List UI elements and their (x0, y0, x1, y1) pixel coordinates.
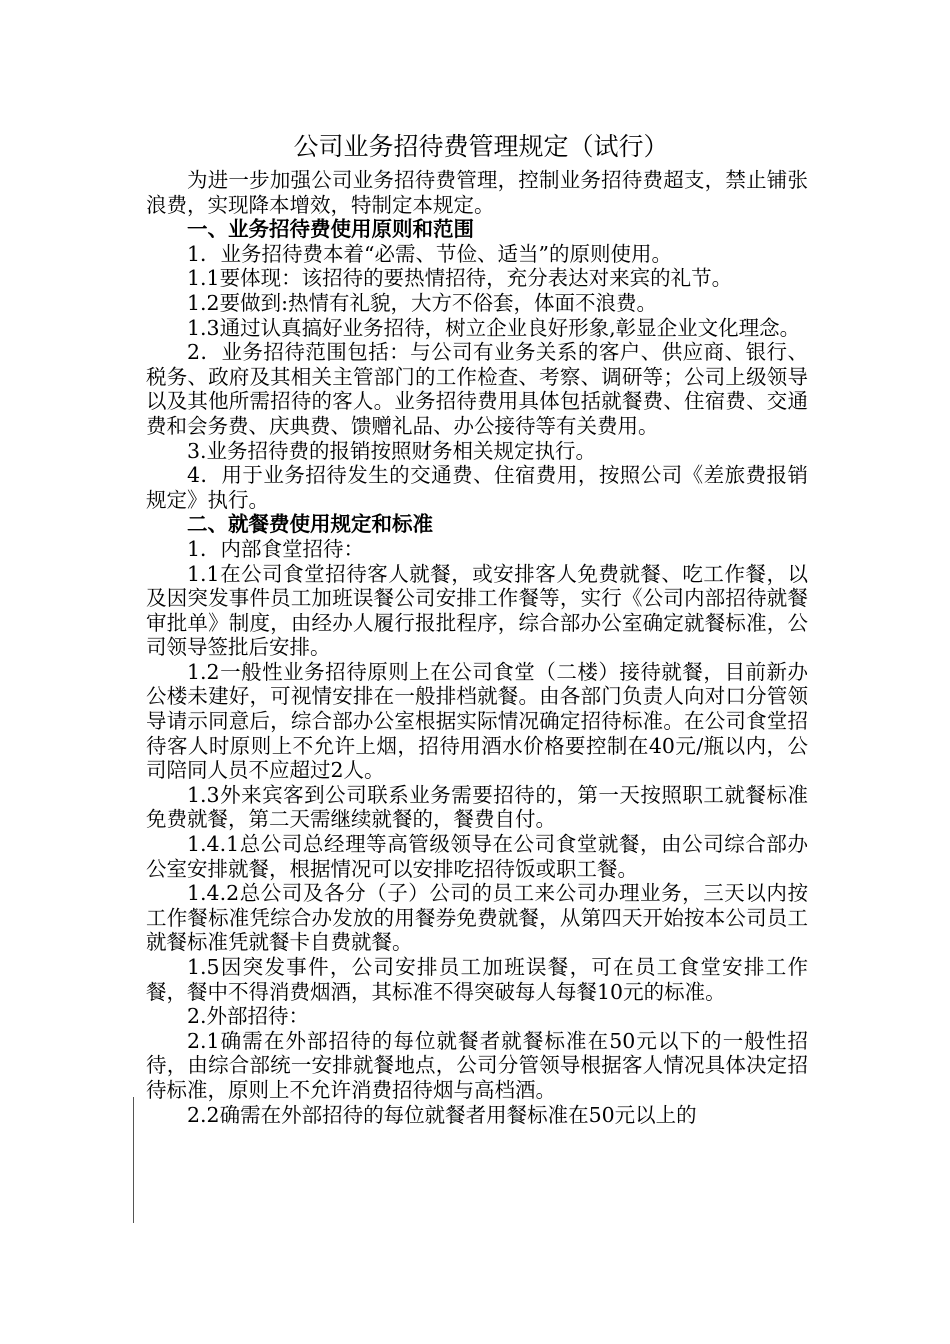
s2-clause-2: 2.外部招待： (187, 1004, 310, 1029)
s2-clause-1: 1．内部食堂招待： (187, 536, 365, 561)
section-2-heading: 二、就餐费使用规定和标准 (187, 512, 433, 537)
intro-paragraph: 为进一步加强公司业务招待费管理，控制业务招待费超支，禁止铺张浪费，实现降本增效，特制定本规定。 (146, 168, 808, 217)
document-title: 公司业务招待费管理规定（试行） (293, 132, 669, 161)
document-page (146, 130, 808, 1127)
clause-4: 4．用于业务招待发生的交通费、住宿费用，按照公司《差旅费报销规定》执行。 (146, 463, 808, 512)
s2-clause-1-5: 1.5因突发事件，公司安排员工加班误餐，可在员工食堂安排工作餐，餐中不得消费烟酒，其标准不得突破每人每餐10元的标准。 (146, 955, 808, 1004)
s2-clause-2-1: 2.1确需在外部招待的每位就餐者就餐标准在50元以下的一般性招待，由综合部统一安排就餐地点，公司分管领导根据客人情况具体决定招待标准，原则上不允许消费招待烟与高档酒。 (146, 1028, 808, 1102)
clause-3: 3.业务招待费的报销按照财务相关规定执行。 (187, 438, 597, 463)
s2-clause-1-4-1: 1.4.1总公司总经理等高管级领导在公司食堂就餐，由公司综合部办公室安排就餐，根据情况可以安排吃招待饭或职工餐。 (146, 832, 808, 881)
clause-1-3: 1.3通过认真搞好业务招待，树立企业良好形象,彰显企业文化理念。 (187, 315, 801, 340)
s2-clause-1-3: 1.3外来宾客到公司联系业务需要招待的，第一天按照职工就餐标准免费就餐，第二天需继续就餐的，餐费自付。 (146, 782, 808, 832)
s2-clause-1-2: 1.2一般性业务招待原则上在公司食堂（二楼）接待就餐，目前新办公楼未建好，可视情安排在一般排档就餐。由各部门负责人向对口分管领导请示同意后，综合部办公室根据实际情况确定招待标准。在公司食堂招待客人时原则上不允许上烟，招待用酒水价格要控制在40元/瓶以内，公司陪同人员不应超过2人。 (146, 659, 808, 783)
clause-1-2: 1.2要做到:热情有礼貌，大方不俗套，体面不浪费。 (187, 290, 658, 315)
s2-clause-1-4-2: 1.4.2总公司及各分（子）公司的员工来公司办理业务，三天以内按工作餐标准凭综合办发放的用餐券免费就餐，从第四天开始按本公司员工就餐标准凭就餐卡自费就餐。 (146, 881, 808, 955)
clause-2: 2．业务招待范围包括：与公司有业务关系的客户、供应商、银行、税务、政府及其相关主管部门的工作检查、考察、调研等；公司上级领导以及其他所需招待的客人。业务招待费用具体包括就餐费、住宿费、交通费和会务费、庆典费、馈赠礼品、办公接待等有关费用。 (146, 340, 808, 438)
clause-1: 1．业务招待费本着“必需、节俭、适当”的原则使用。 (187, 241, 673, 266)
s2-clause-2-2: 2.2确需在外部招待的每位就餐者用餐标准在50元以上的 (187, 1102, 697, 1127)
margin-change-bar (133, 1097, 134, 1223)
s2-clause-1-1: 1.1在公司食堂招待客人就餐，或安排客人免费就餐、吃工作餐，以及因突发事件员工加班误餐公司安排工作餐等，实行《公司内部招待就餐审批单》制度，由经办人履行报批程序，综合部办公室确定就餐标准，公司领导签批后安排。 (146, 561, 808, 660)
clause-1-1: 1.1要体现：该招待的要热情招待，充分表达对来宾的礼节。 (187, 266, 733, 291)
section-1-heading: 一、业务招待费使用原则和范围 (187, 217, 474, 242)
